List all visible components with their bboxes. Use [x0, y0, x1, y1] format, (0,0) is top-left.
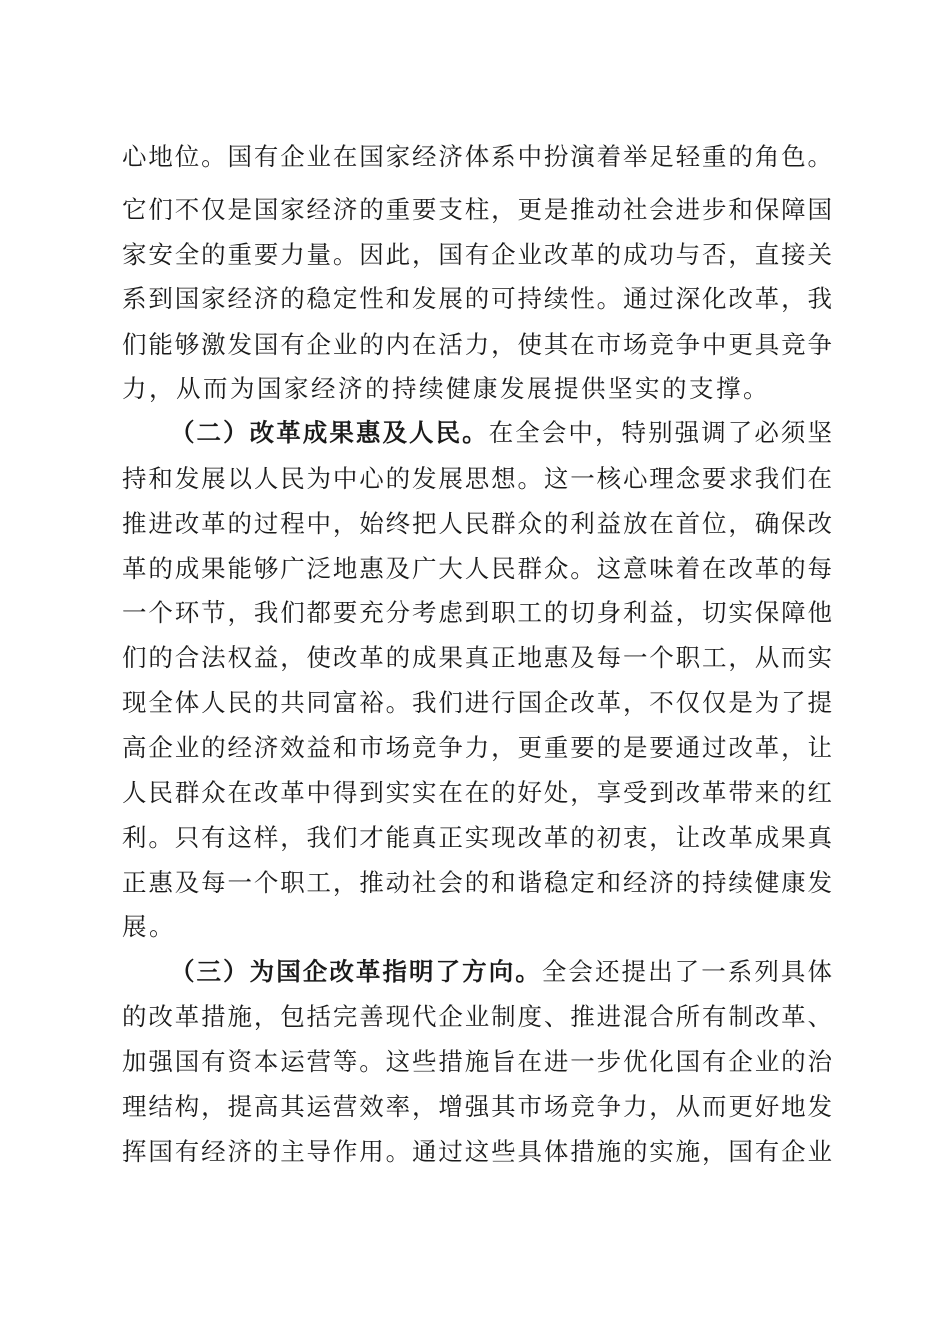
paragraph-3-line-5: 挥国有经济的主导作用。通过这些具体措施的实施，国有企业 [122, 1137, 832, 1166]
paragraph-2-line-10: 利。只有这样，我们才能真正实现改革的初衷，让改革成果真 [122, 823, 832, 852]
paragraph-3-line-2: 的改革措施，包括完善现代企业制度、推进混合所有制改革、 [122, 1002, 832, 1031]
section-heading-3: （三）为国企改革指明了方向。 [170, 957, 542, 986]
paragraph-2-line-2: 持和发展以人民为中心的发展思想。这一核心理念要求我们在 [122, 464, 832, 493]
paragraph-2-line-4: 革的成果能够广泛地惠及广大人民群众。这意味着在改革的每 [122, 554, 832, 583]
paragraph-2-line-1-text: 在全会中，特别强调了必须坚 [488, 418, 832, 447]
section-heading-2: （二）改革成果惠及人民。 [170, 418, 489, 447]
paragraph-1-line-1: 心地位。国有企业在国家经济体系中扮演着举足轻重的角色。 [122, 142, 832, 171]
paragraph-3-line-4: 理结构，提高其运营效率，增强其市场竞争力，从而更好地发 [122, 1092, 832, 1121]
paragraph-1-line-3: 家安全的重要力量。因此，国有企业改革的成功与否，直接关 [122, 240, 832, 269]
paragraph-1-line-6: 力，从而为国家经济的持续健康发展提供坚实的支撑。 [122, 374, 770, 403]
paragraph-2-line-11: 正惠及每一个职工，推动社会的和谐稳定和经济的持续健康发 [122, 868, 832, 897]
paragraph-1-line-2: 它们不仅是国家经济的重要支柱，更是推动社会进步和保障国 [122, 195, 832, 224]
paragraph-3-line-3: 加强国有资本运营等。这些措施旨在进一步优化国有企业的治 [122, 1047, 832, 1076]
paragraph-1-line-4: 系到国家经济的稳定性和发展的可持续性。通过深化改革，我 [122, 284, 832, 313]
paragraph-2-line-12: 展。 [122, 912, 176, 941]
paragraph-2-line-3: 推进改革的过程中，始终把人民群众的利益放在首位，确保改 [122, 509, 832, 538]
paragraph-2-line-6: 们的合法权益，使改革的成果真正地惠及每一个职工，从而实 [122, 643, 832, 672]
paragraph-1-line-5: 们能够激发国有企业的内在活力，使其在市场竞争中更具竞争 [122, 330, 832, 359]
paragraph-2-line-1 [170, 418, 832, 448]
paragraph-3-line-1 [170, 957, 832, 987]
paragraph-2-line-9: 人民群众在改革中得到实实在在的好处，享受到改革带来的红 [122, 778, 832, 807]
paragraph-2-line-5: 一个环节，我们都要充分考虑到职工的切身利益，切实保障他 [122, 598, 832, 627]
paragraph-2-line-7: 现全体人民的共同富裕。我们进行国企改革，不仅仅是为了提 [122, 688, 832, 717]
paragraph-3-line-1-text: 全会还提出了一系列具体 [541, 957, 832, 986]
paragraph-2-line-8: 高企业的经济效益和市场竞争力，更重要的是要通过改革，让 [122, 733, 832, 762]
